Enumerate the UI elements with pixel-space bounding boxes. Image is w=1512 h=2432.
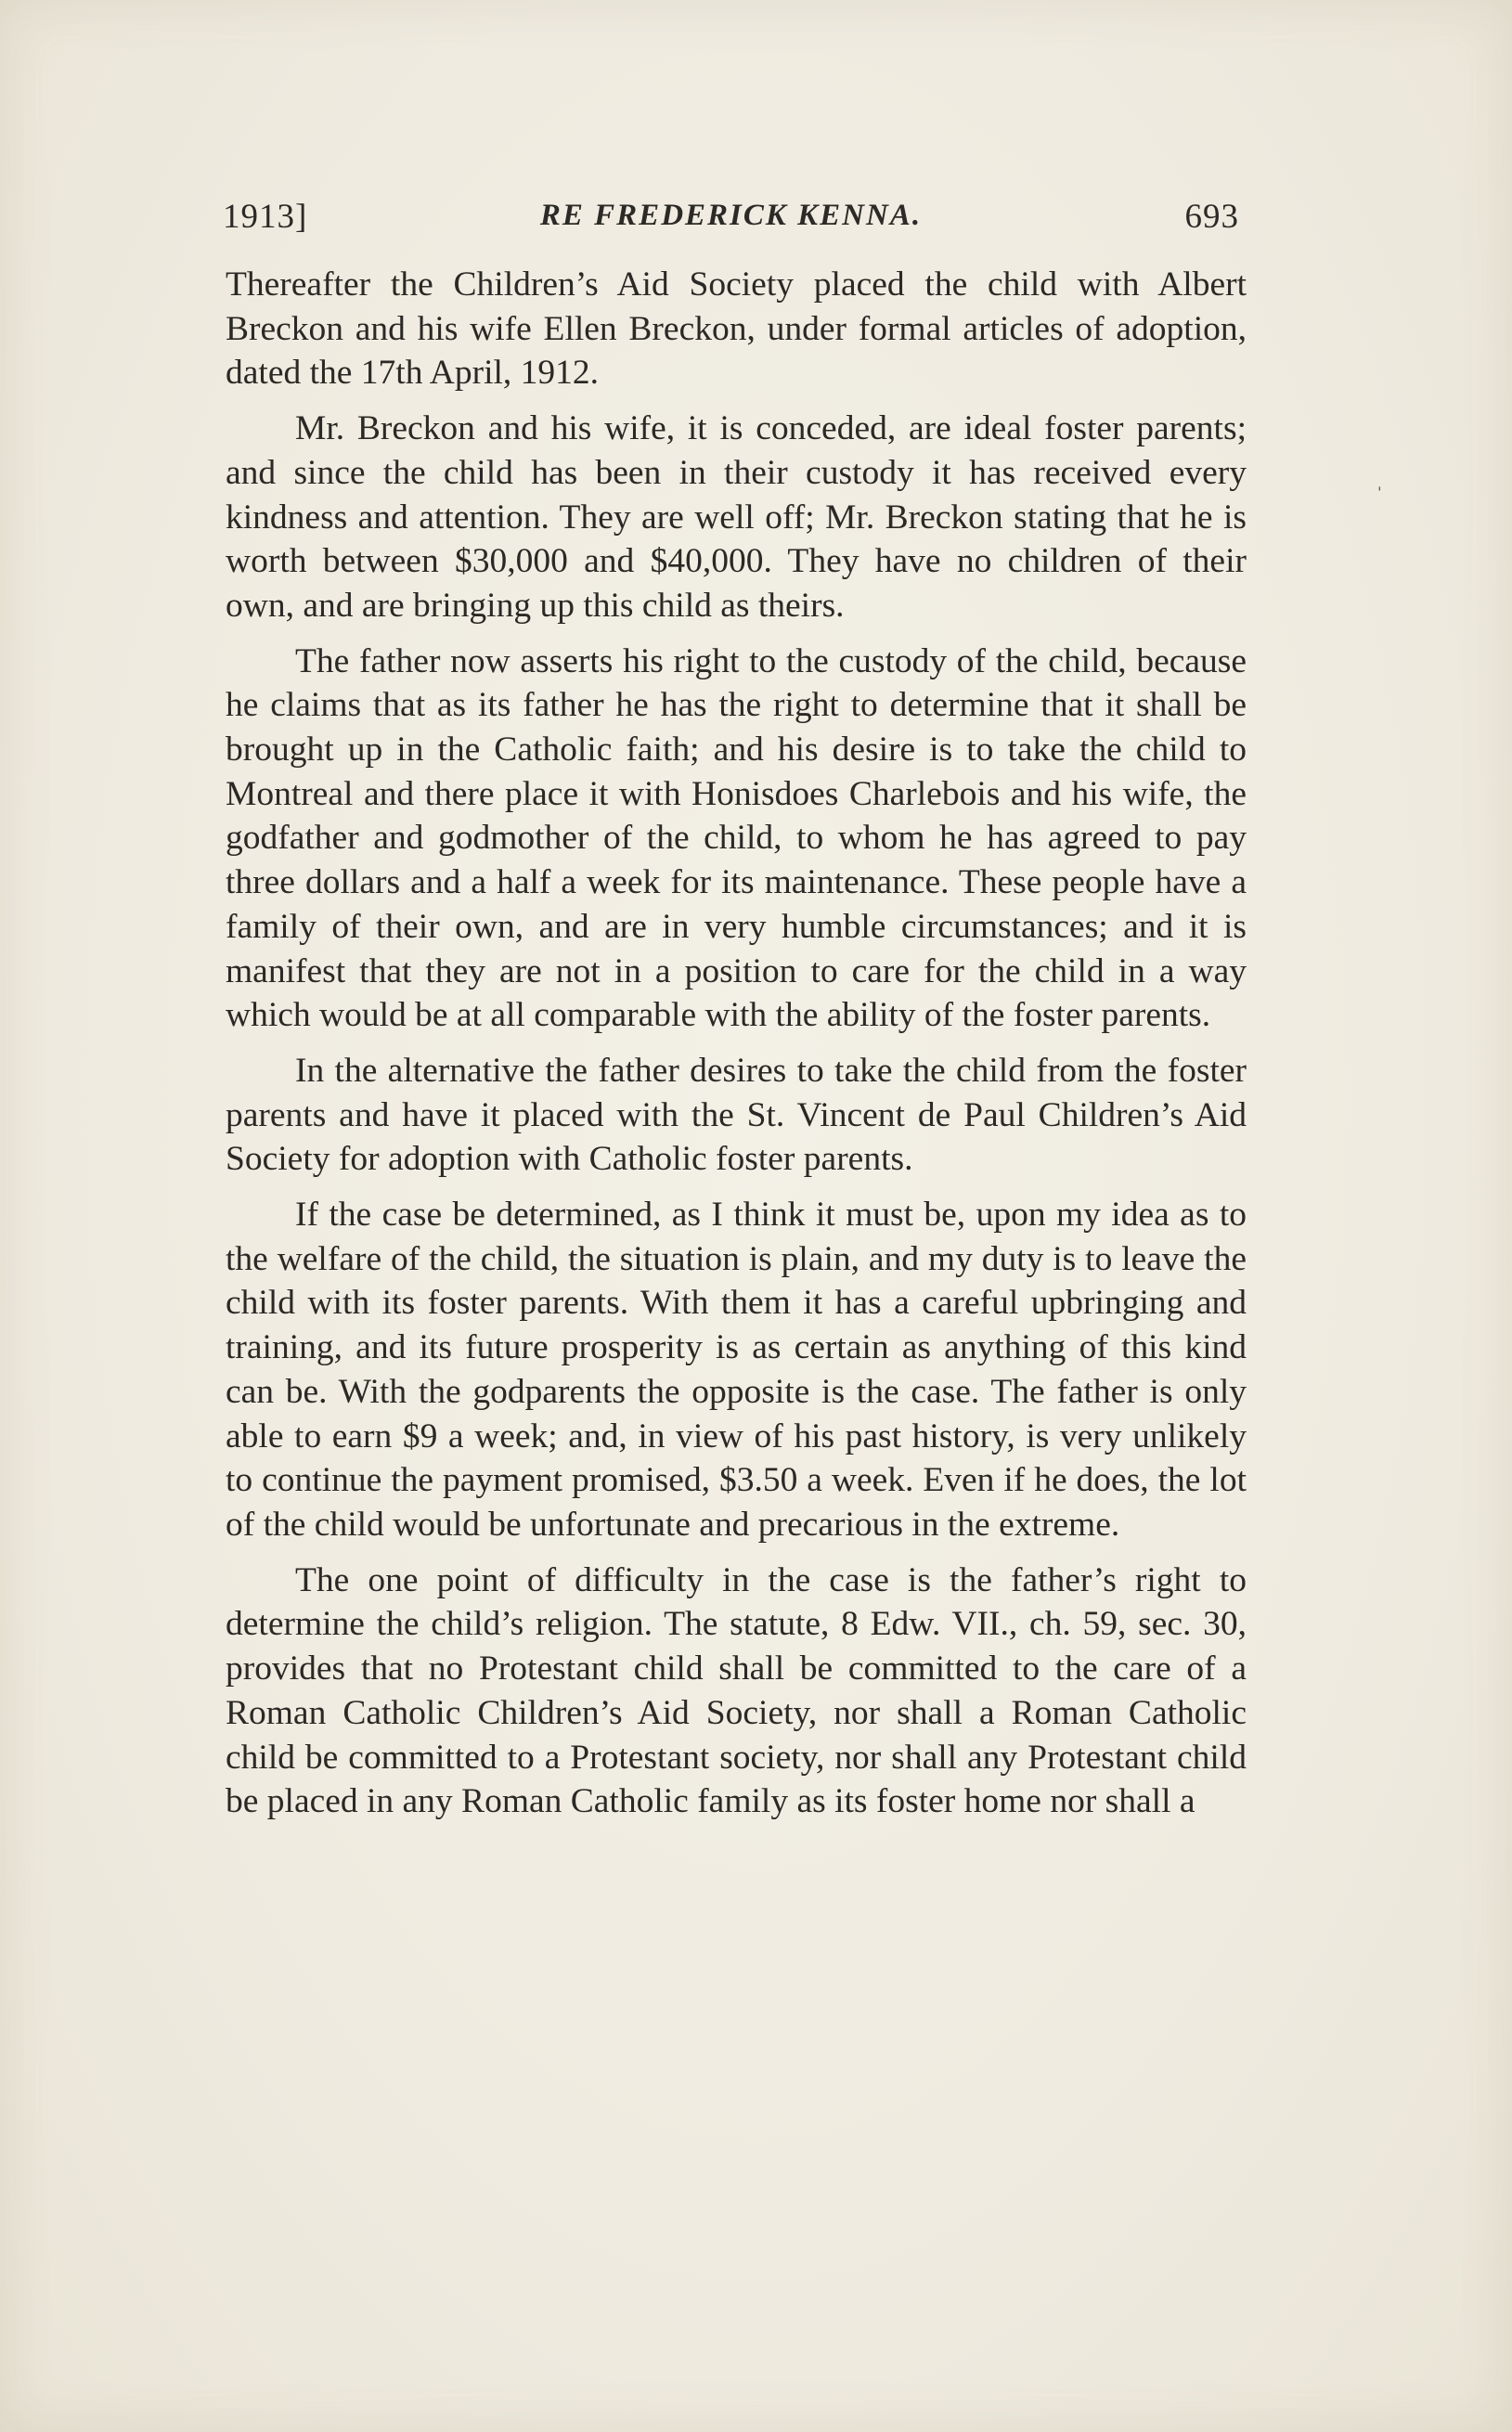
page-number: 693 <box>1184 198 1239 236</box>
running-head <box>223 197 1239 252</box>
paragraph-1: Thereafter the Children’s Aid Society placed the child with Albert Breckon and his wife Ellen Breckon, under formal articles of adoption, dated the 17th April, 1912. <box>226 265 1247 393</box>
paragraph-4: In the alternative the father desires to take the child from the foster parents and have it placed with the St. Vincent de Paul Children’s Aid Society for adoption with Catholic foster parents. <box>226 1051 1247 1179</box>
body-text <box>226 263 1247 1835</box>
margin-mark: ˌ <box>1376 464 1384 491</box>
running-head-title: RE FREDERICK KENNA. <box>539 199 923 232</box>
paragraph-3: The father now asserts his right to the custody of the child, because he claims that as its father he has the right to determine that it shall be brought up in the Catholic faith; and his desire is to take the child to Montreal and there place it with Honisdoes Charlebois and his wife, the godfather and godmother of the child, to whom he has agreed to pay three dollars and a half a week for its maintenance. These people have a family of their own, and are in very humble circumstances; and it is manifest that they are not in a position to care for the child in a way which would be at all comparable with the ability of the foster parents. <box>226 641 1247 1035</box>
running-head-year: 1913] <box>223 198 308 236</box>
paragraph-2: Mr. Breckon and his wife, it is conceded, are ideal foster parents; and since the child has been in their custody it has received every kindness and attention. They are well off; Mr. Breckon stating that he is worth between $30,000 and $40,000. They have no children of their own, and are bringing up this child as theirs. <box>226 409 1247 625</box>
paragraph-6: The one point of difficulty in the case is the father’s right to determine the child’s religion. The statute, 8 Edw. VII., ch. 59, sec. 30, provides that no Protestant child shall be committed to the care of a Roman Catholic Children’s Aid Society, nor shall a Roman Catholic child be committed to a Protestant society, nor shall any Protestant child be placed in any Roman Catholic family as its foster home nor shall a <box>226 1560 1247 1821</box>
paragraph-5: If the case be determined, as I think it must be, upon my idea as to the welfare of the child, the situation is plain, and my duty is to leave the child with its foster parents. With them it has a careful upbringing and training, and its future prosperity is as certain as anything of this kind can be. With the godparents the opposite is the case. The father is only able to earn $9 a week; and, in view of his past history, is very unlikely to continue the payment promised, $3.50 a week. Even if he does, the lot of the child would be unfortunate and precarious in the extreme. <box>226 1196 1247 1544</box>
